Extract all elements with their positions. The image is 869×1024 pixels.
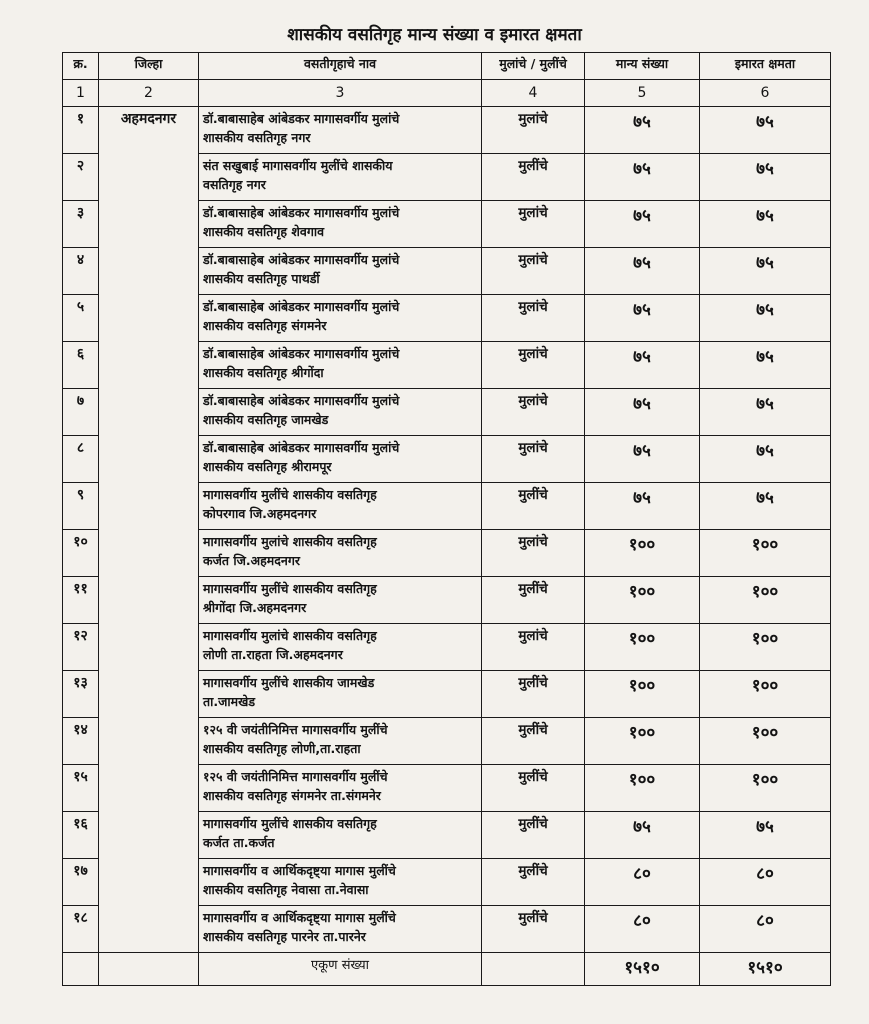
building-capacity: ७५: [700, 107, 831, 154]
hostel-name-line: मागासवर्गीय मुलींचे शासकीय जामखेड: [203, 675, 375, 690]
building-capacity: ७५: [700, 295, 831, 342]
total-empty-cell: [482, 953, 585, 986]
serial-number: १४: [63, 718, 99, 765]
serial-number: ९: [63, 483, 99, 530]
gender-cell: मुलींचे: [482, 718, 585, 765]
serial-number: ३: [63, 201, 99, 248]
hostel-name-line: वसतिगृह नगर: [203, 177, 266, 192]
gender-cell: मुलींचे: [482, 577, 585, 624]
serial-number: ७: [63, 389, 99, 436]
building-capacity: ८०: [700, 859, 831, 906]
hostel-name-line: शासकीय वसतिगृह नगर: [203, 130, 311, 145]
hostel-name: [199, 389, 482, 436]
serial-number: २: [63, 154, 99, 201]
hostel-name-line: शासकीय वसतिगृह संगमनेर ता.संगमनेर: [203, 788, 381, 803]
hostel-name: [199, 718, 482, 765]
building-capacity: १००: [700, 577, 831, 624]
column-number: 5: [585, 80, 700, 107]
sanctioned-count: ७५: [585, 812, 700, 859]
hostel-name: [199, 248, 482, 295]
hostel-name-line: कर्जत जि.अहमदनगर: [203, 553, 301, 568]
hostel-name: [199, 295, 482, 342]
total-label: एकूण संख्या: [199, 953, 482, 986]
header-row: [63, 53, 831, 80]
sanctioned-count: १००: [585, 671, 700, 718]
total-sanctioned: १५१०: [585, 953, 700, 986]
hostel-name-line: मागासवर्गीय मुलांचे शासकीय वसतिगृह: [203, 534, 377, 549]
hostel-name: [199, 483, 482, 530]
header-hostel-name: वसतीगृहाचे नाव: [199, 53, 482, 80]
hostel-name: [199, 342, 482, 389]
gender-cell: मुलींचे: [482, 859, 585, 906]
hostel-name: [199, 812, 482, 859]
hostel-name-line: डॉ.बाबासाहेब आंबेडकर मागासवर्गीय मुलांचे: [203, 346, 400, 361]
hostel-name: [199, 624, 482, 671]
gender-cell: मुलांचे: [482, 107, 585, 154]
building-capacity: १००: [700, 624, 831, 671]
sanctioned-count: १००: [585, 530, 700, 577]
gender-cell: मुलांचे: [482, 295, 585, 342]
hostel-name-line: ता.जामखेड: [203, 694, 256, 709]
building-capacity: ७५: [700, 389, 831, 436]
building-capacity: ८०: [700, 906, 831, 953]
hostel-name-line: शासकीय वसतिगृह श्रीरामपूर: [203, 459, 332, 474]
serial-number: १३: [63, 671, 99, 718]
hostel-name-line: मागासवर्गीय व आर्थिकदृष्ट्या मागास मुलींचे: [203, 910, 396, 925]
hostel-name-line: शासकीय वसतिगृह संगमनेर: [203, 318, 327, 333]
sanctioned-count: ७५: [585, 342, 700, 389]
serial-number: १५: [63, 765, 99, 812]
building-capacity: ७५: [700, 483, 831, 530]
hostel-name: [199, 107, 482, 154]
hostel-table: [62, 52, 831, 986]
serial-number: ८: [63, 436, 99, 483]
serial-number: १: [63, 107, 99, 154]
sanctioned-count: ७५: [585, 201, 700, 248]
gender-cell: मुलांचे: [482, 530, 585, 577]
gender-cell: मुलांचे: [482, 624, 585, 671]
sanctioned-count: ७५: [585, 248, 700, 295]
serial-number: १२: [63, 624, 99, 671]
building-capacity: १००: [700, 671, 831, 718]
hostel-name: [199, 577, 482, 624]
hostel-name-line: मागासवर्गीय मुलींचे शासकीय वसतिगृह: [203, 581, 377, 596]
header-sanctioned: मान्य संख्या: [585, 53, 700, 80]
hostel-name: [199, 671, 482, 718]
serial-number: १६: [63, 812, 99, 859]
serial-number: ६: [63, 342, 99, 389]
hostel-name: [199, 859, 482, 906]
hostel-name-line: संत सखुबाई मागासवर्गीय मुलींचे शासकीय: [203, 158, 393, 173]
hostel-name: [199, 906, 482, 953]
serial-number: ११: [63, 577, 99, 624]
column-number: 3: [199, 80, 482, 107]
table-row: [63, 107, 831, 154]
sanctioned-count: १००: [585, 765, 700, 812]
column-number: 1: [63, 80, 99, 107]
building-capacity: १००: [700, 718, 831, 765]
building-capacity: ७५: [700, 248, 831, 295]
serial-number: १०: [63, 530, 99, 577]
gender-cell: मुलांचे: [482, 248, 585, 295]
header-gender: मुलांचे / मुलींचे: [482, 53, 585, 80]
hostel-name-line: शासकीय वसतिगृह नेवासा ता.नेवासा: [203, 882, 369, 897]
serial-number: ४: [63, 248, 99, 295]
header-capacity: इमारत क्षमता: [700, 53, 831, 80]
building-capacity: १००: [700, 530, 831, 577]
hostel-name-line: डॉ.बाबासाहेब आंबेडकर मागासवर्गीय मुलांचे: [203, 205, 400, 220]
building-capacity: ७५: [700, 342, 831, 389]
hostel-name-line: १२५ वी जयंतीनिमित्त मागासवर्गीय मुलींचे: [203, 722, 388, 737]
hostel-name-line: मागासवर्गीय व आर्थिकदृष्ट्या मागास मुलींचे: [203, 863, 396, 878]
building-capacity: ७५: [700, 812, 831, 859]
building-capacity: ७५: [700, 436, 831, 483]
total-row: [63, 953, 831, 986]
hostel-name-line: शासकीय वसतिगृह जामखेड: [203, 412, 329, 427]
sanctioned-count: १००: [585, 577, 700, 624]
hostel-name-line: कोपरगाव जि.अहमदनगर: [203, 506, 317, 521]
gender-cell: मुलींचे: [482, 671, 585, 718]
sanctioned-count: ८०: [585, 906, 700, 953]
gender-cell: मुलींचे: [482, 483, 585, 530]
header-sr: क्र.: [63, 53, 99, 80]
total-empty-cell: [99, 953, 199, 986]
gender-cell: मुलांचे: [482, 389, 585, 436]
hostel-name-line: मागासवर्गीय मुलींचे शासकीय वसतिगृह: [203, 816, 377, 831]
total-empty-cell: [63, 953, 99, 986]
hostel-name: [199, 765, 482, 812]
hostel-name-line: मागासवर्गीय मुलींचे शासकीय वसतिगृह: [203, 487, 377, 502]
hostel-name: [199, 201, 482, 248]
building-capacity: १००: [700, 765, 831, 812]
document-title: शासकीय वसतिगृह मान्य संख्या व इमारत क्षमता: [287, 25, 582, 45]
gender-cell: मुलांचे: [482, 342, 585, 389]
hostel-name: [199, 530, 482, 577]
hostel-name-line: शासकीय वसतिगृह शेवगाव: [203, 224, 325, 239]
column-number: 4: [482, 80, 585, 107]
serial-number: ५: [63, 295, 99, 342]
gender-cell: मुलींचे: [482, 154, 585, 201]
serial-number: १७: [63, 859, 99, 906]
hostel-name-line: डॉ.बाबासाहेब आंबेडकर मागासवर्गीय मुलांचे: [203, 111, 400, 126]
serial-number: १८: [63, 906, 99, 953]
hostel-name: [199, 154, 482, 201]
gender-cell: मुलींचे: [482, 812, 585, 859]
column-number: 6: [700, 80, 831, 107]
hostel-name-line: लोणी ता.राहता जि.अहमदनगर: [203, 647, 343, 662]
gender-cell: मुलांचे: [482, 436, 585, 483]
hostel-name-line: शासकीय वसतिगृह पारनेर ता.पारनेर: [203, 929, 366, 944]
hostel-name-line: १२५ वी जयंतीनिमित्त मागासवर्गीय मुलींचे: [203, 769, 388, 784]
total-capacity: १५१०: [700, 953, 831, 986]
hostel-name-line: डॉ.बाबासाहेब आंबेडकर मागासवर्गीय मुलांचे: [203, 299, 400, 314]
column-number-row: [63, 80, 831, 107]
hostel-name-line: शासकीय वसतिगृह श्रीगोंदा: [203, 365, 324, 380]
hostel-name-line: शासकीय वसतिगृह लोणी,ता.राहता: [203, 741, 361, 756]
sanctioned-count: ७५: [585, 483, 700, 530]
hostel-name-line: कर्जत ता.कर्जत: [203, 835, 275, 850]
gender-cell: मुलांचे: [482, 201, 585, 248]
hostel-name-line: डॉ.बाबासाहेब आंबेडकर मागासवर्गीय मुलांचे: [203, 252, 400, 267]
building-capacity: ७५: [700, 154, 831, 201]
hostel-name-line: डॉ.बाबासाहेब आंबेडकर मागासवर्गीय मुलांचे: [203, 440, 400, 455]
gender-cell: मुलींचे: [482, 906, 585, 953]
sanctioned-count: ७५: [585, 107, 700, 154]
sanctioned-count: १००: [585, 718, 700, 765]
column-number: 2: [99, 80, 199, 107]
hostel-name-line: डॉ.बाबासाहेब आंबेडकर मागासवर्गीय मुलांचे: [203, 393, 400, 408]
district-cell: अहमदनगर: [99, 107, 199, 953]
header-district: जिल्हा: [99, 53, 199, 80]
hostel-name: [199, 436, 482, 483]
sanctioned-count: १००: [585, 624, 700, 671]
hostel-name-line: श्रीगोंदा जि.अहमदनगर: [203, 600, 307, 615]
sanctioned-count: ७५: [585, 154, 700, 201]
hostel-name-line: शासकीय वसतिगृह पाथर्डी: [203, 271, 320, 286]
sanctioned-count: ७५: [585, 436, 700, 483]
gender-cell: मुलींचे: [482, 765, 585, 812]
building-capacity: ७५: [700, 201, 831, 248]
sanctioned-count: ७५: [585, 389, 700, 436]
hostel-name-line: मागासवर्गीय मुलांचे शासकीय वसतिगृह: [203, 628, 377, 643]
sanctioned-count: ७५: [585, 295, 700, 342]
sanctioned-count: ८०: [585, 859, 700, 906]
